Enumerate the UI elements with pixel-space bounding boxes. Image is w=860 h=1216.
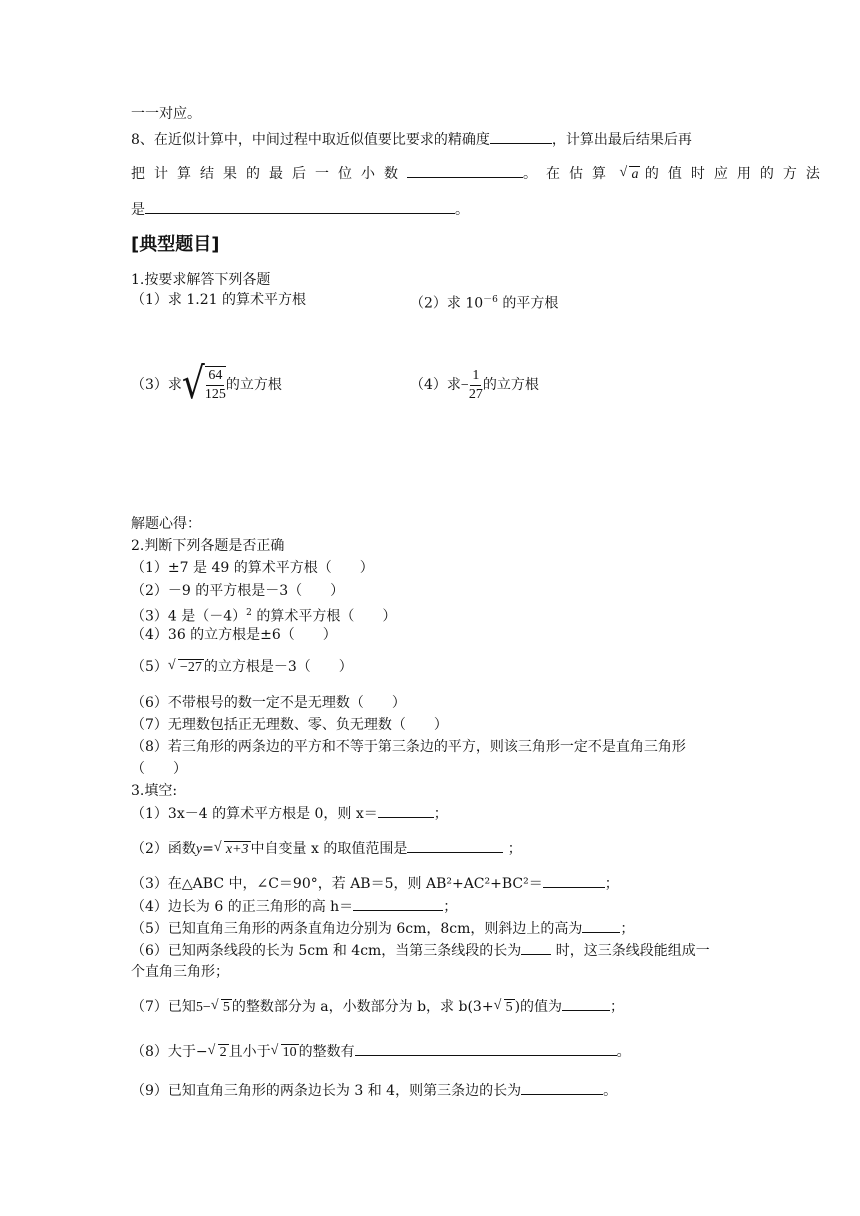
q3-fill1: （1）3x－4 的算术平方根是 0，则 x＝ ； bbox=[131, 803, 448, 824]
sqrt-neg27: √ −27 bbox=[168, 658, 204, 678]
sqrt-5: √ 5 bbox=[211, 998, 232, 1018]
intro-line bbox=[131, 104, 201, 124]
answer-blank[interactable] bbox=[521, 1080, 603, 1095]
q2-item6: （6）不带根号的数一定不是无理数（ ） bbox=[131, 695, 406, 711]
q3-fill5: （5）已知直角三角形的两条直角边分别为 6cm，8cm，则斜边上的高为 ； bbox=[131, 918, 634, 939]
q1-part1: （1）求 1.21 的算术平方根 bbox=[131, 292, 306, 308]
answer-blank[interactable] bbox=[353, 896, 443, 911]
answer-blank[interactable] bbox=[145, 199, 455, 214]
q1-part4: （4）求− $\frac{1}{27}$ 的立方根 bbox=[410, 367, 539, 402]
sqrt-a: √ a bbox=[619, 165, 640, 185]
question-8-line2 bbox=[131, 163, 829, 185]
answer-blank[interactable] bbox=[355, 1041, 617, 1056]
answer-blank[interactable] bbox=[562, 996, 610, 1011]
q3-fill2: （2）函数y=√ x+3 中自变量 x 的取值范围是 ； bbox=[131, 838, 522, 860]
q3-fill6-cont: 个直角三角形； bbox=[131, 964, 229, 980]
q2-item8: （8）若三角形的两条边的平方和不等于第三条边的平方，则该三角形一定不是直角三角形 bbox=[131, 739, 686, 755]
q3-fill7: （7）已知5−√ 5 的整数部分为 a，小数部分为 b，求 b(3+√ 5 )的值为 ； bbox=[131, 996, 624, 1018]
intro-text: 一一对应。 bbox=[131, 106, 201, 122]
q8-text-e: 的值时应用的方法 bbox=[644, 166, 829, 182]
question-8-line3 bbox=[131, 199, 469, 220]
q8-text-a: 8、在近似计算中，中间过程中取近似值要比要求的精确度 bbox=[131, 132, 490, 148]
q8-text-f: 是 bbox=[131, 202, 145, 218]
sqrt-x-plus-3: √ x+3 bbox=[214, 840, 251, 860]
q8-text-g: 。 bbox=[455, 202, 469, 218]
answer-blank[interactable] bbox=[521, 940, 551, 955]
answer-blank[interactable] bbox=[407, 838, 503, 853]
q3-fill6: （6）已知两条线段的长为 5cm 和 4cm，当第三条线段的长为 时，这三条线段能组成一 bbox=[131, 940, 710, 961]
q8-text-b: ，计算出最后结果后再 bbox=[551, 132, 692, 148]
q1-part2: （2）求 $10^{-6}$ 的平方根 bbox=[410, 295, 559, 312]
q2-item3: （3）4 是$(-4)^2$ 的算术平方根（ ） bbox=[131, 608, 397, 625]
q2-item2: （2）－9 的平方根是－3（ ） bbox=[131, 583, 345, 599]
sqrt-fraction: √ $\frac{64}{125}$ bbox=[181, 359, 226, 409]
answer-blank[interactable] bbox=[378, 803, 434, 818]
q8-text-d: 。在估算 bbox=[523, 166, 615, 182]
q2-item5: （5）√ −27 的立方根是－3（ ） bbox=[131, 657, 353, 678]
q2-title: 2.判断下列各题是否正确 bbox=[131, 538, 285, 554]
notes-label: 解题心得： bbox=[131, 516, 201, 532]
answer-blank[interactable] bbox=[407, 163, 523, 178]
section-title: [典型题目] bbox=[131, 234, 220, 255]
answer-blank[interactable] bbox=[543, 873, 605, 888]
q2-item1: （1）±7 是 49 的算术平方根（ ） bbox=[131, 560, 374, 576]
q3-fill9: （9）已知直角三角形的两条边长为 3 和 4，则第三条边的长为 。 bbox=[131, 1080, 617, 1101]
question-8-line1 bbox=[131, 129, 692, 150]
fraction: $\frac{1}{27}$ bbox=[468, 367, 483, 402]
q3-title: 3.填空: bbox=[131, 783, 178, 799]
q3-fill3: （3）在△ABC 中，∠C＝90°，若 AB＝5，则 AB²+AC²+BC²＝ ； bbox=[131, 873, 619, 894]
q3-fill4: （4）边长为 6 的正三角形的高 h＝ ； bbox=[131, 896, 457, 917]
q2-item7: （7）无理数包括正无理数、零、负无理数（ ） bbox=[131, 717, 448, 733]
sqrt-10: √ 10 bbox=[271, 1043, 299, 1063]
answer-blank[interactable] bbox=[582, 918, 620, 933]
q2-item8-paren: （ ） bbox=[131, 761, 187, 777]
q1-title: 1.按要求解答下列各题 bbox=[131, 272, 271, 288]
q1-part3: （3）求 √ $\frac{64}{125}$ 的立方根 bbox=[131, 359, 282, 409]
q2-item4: （4）36 的立方根是±6（ ） bbox=[131, 627, 337, 643]
q8-text-c: 把计算结果的最后一位小数 bbox=[131, 166, 407, 182]
q3-fill8: （8）大于−√ 2 且小于√ 10 的整数有 。 bbox=[131, 1041, 631, 1063]
sqrt-5: √ 5 bbox=[494, 998, 515, 1018]
answer-blank[interactable] bbox=[490, 129, 552, 144]
sqrt-2: √ 2 bbox=[208, 1043, 229, 1063]
